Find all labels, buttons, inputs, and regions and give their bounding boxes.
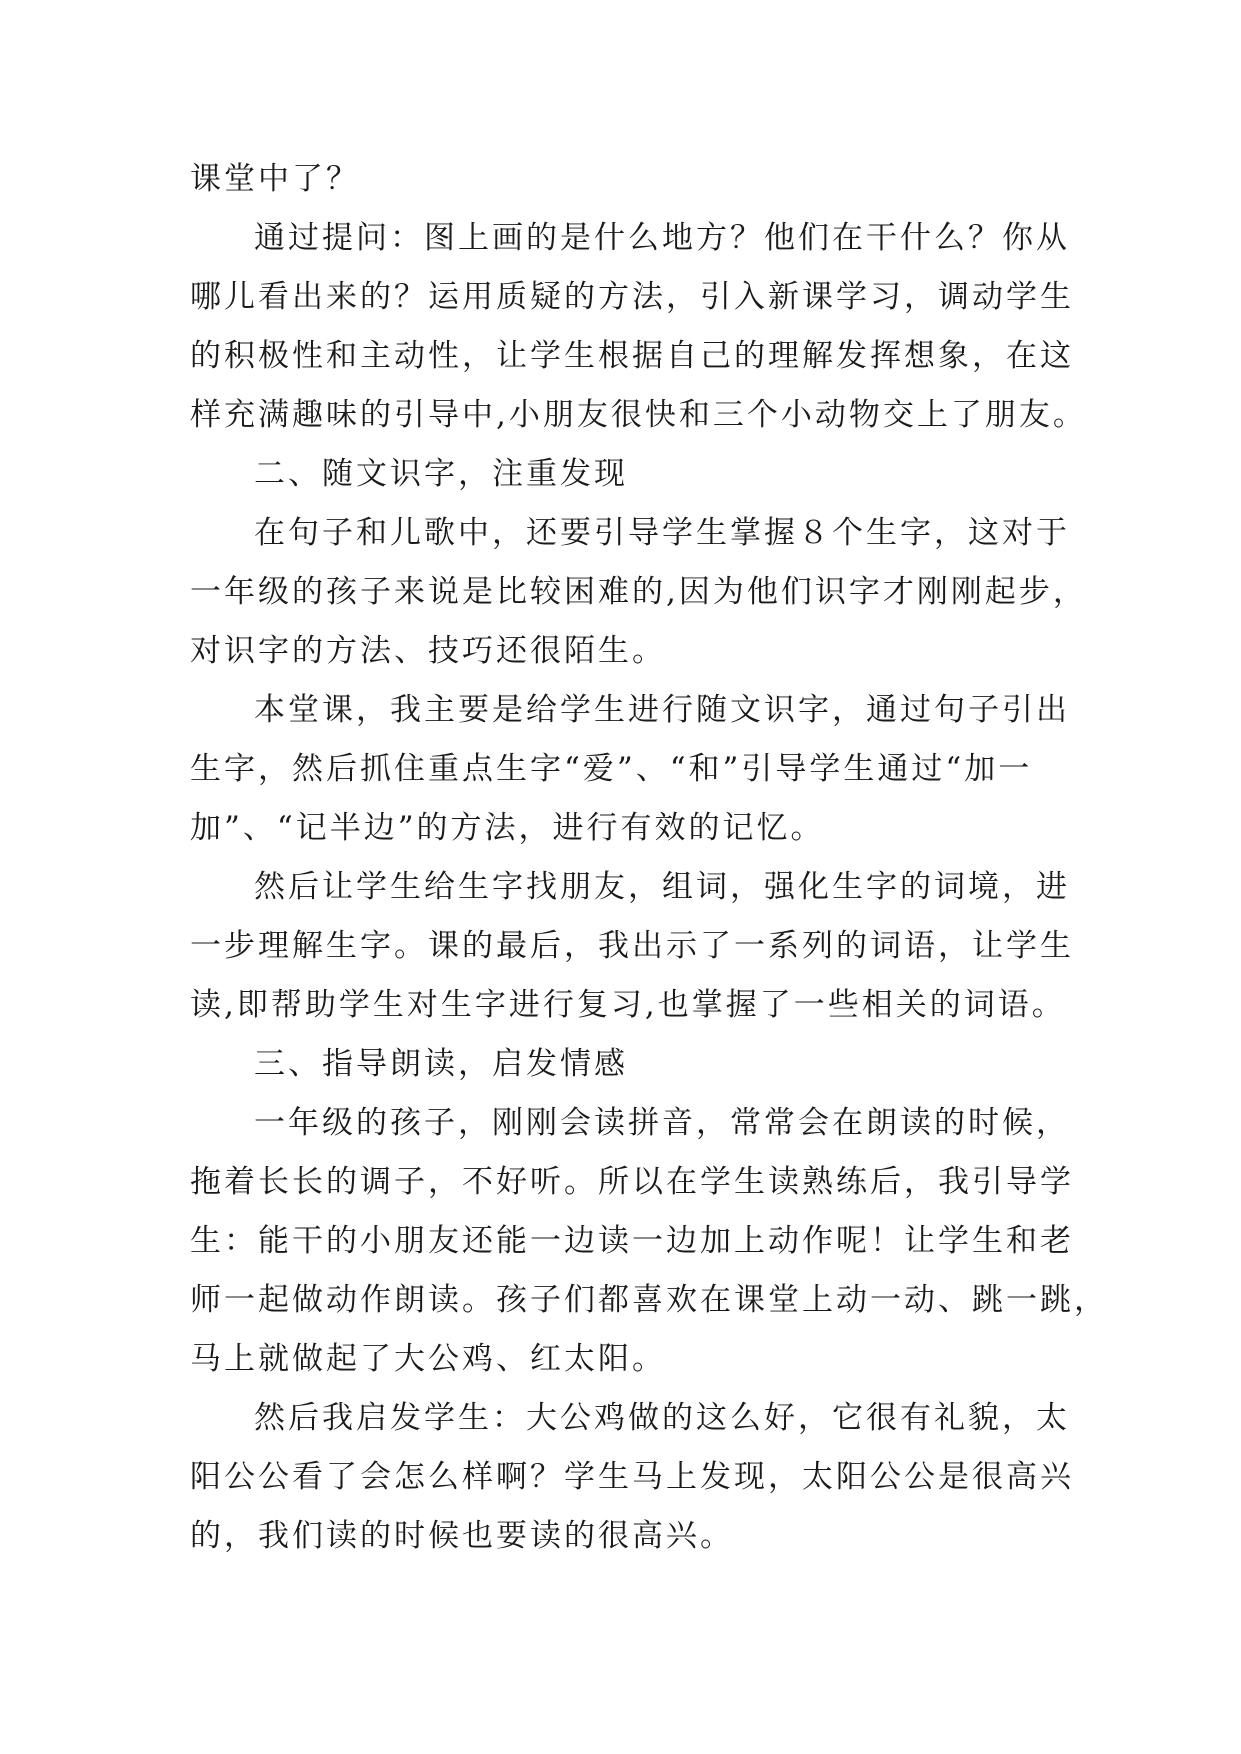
paragraph-first-line: 在句子和儿歌中，还要引导学生掌握８个生字，这对于 [254, 515, 1070, 551]
text-line: 一步理解生字。课的最后，我出示了一系列的词语，让学生 [190, 928, 1074, 964]
text-line: 生字，然后抓住重点生字“爱”、“和”引导学生通过“加一 [190, 751, 1033, 787]
text-line: 加”、“记半边”的方法，进行有效的记忆。 [190, 810, 825, 846]
text-line: 拖着长长的调子，不好听。所以在学生读熟练后，我引导学 [190, 1164, 1074, 1200]
text-line: 生：能干的小朋友还能一边读一边加上动作呢！让学生和老 [190, 1223, 1074, 1259]
text-line: 哪儿看出来的？运用质疑的方法，引入新课学习，调动学生 [190, 279, 1074, 315]
paragraph-first-line: 然后让学生给生字找朋友，组词，强化生字的词境，进 [254, 869, 1070, 905]
text-line: 对识字的方法、技巧还很陌生。 [190, 633, 666, 669]
text-line: 课堂中了？ [190, 161, 360, 197]
text-line: 的，我们读的时候也要读的很高兴。 [190, 1518, 734, 1554]
section-heading: 三、指导朗读，启发情感 [254, 1046, 628, 1082]
text-line: 师一起做动作朗读。孩子们都喜欢在课堂上动一动、跳一跳， [190, 1282, 1108, 1318]
text-line: 读,即帮助学生对生字进行复习,也掌握了一些相关的词语。 [190, 987, 1066, 1023]
paragraph-first-line: 然后我启发学生：大公鸡做的这么好，它很有礼貌，太 [254, 1400, 1070, 1436]
document-body [190, 150, 1108, 1566]
paragraph-first-line: 本堂课，我主要是给学生进行随文识字，通过句子引出 [254, 692, 1070, 728]
paragraph-first-line: 通过提问：图上画的是什么地方？他们在干什么？你从 [254, 220, 1070, 256]
text-line: 阳公公看了会怎么样啊？学生马上发现，太阳公公是很高兴 [190, 1459, 1074, 1495]
text-line: 一年级的孩子来说是比较困难的,因为他们识字才刚刚起步， [190, 574, 1087, 610]
text-line: 样充满趣味的引导中,小朋友很快和三个小动物交上了朋友。 [190, 397, 1087, 433]
section-heading: 二、随文识字，注重发现 [254, 456, 628, 492]
text-line: 马上就做起了大公鸡、红太阳。 [190, 1341, 666, 1377]
text-line: 的积极性和主动性，让学生根据自己的理解发挥想象，在这 [190, 338, 1074, 374]
paragraph-first-line: 一年级的孩子，刚刚会读拼音，常常会在朗读的时候， [254, 1105, 1070, 1141]
